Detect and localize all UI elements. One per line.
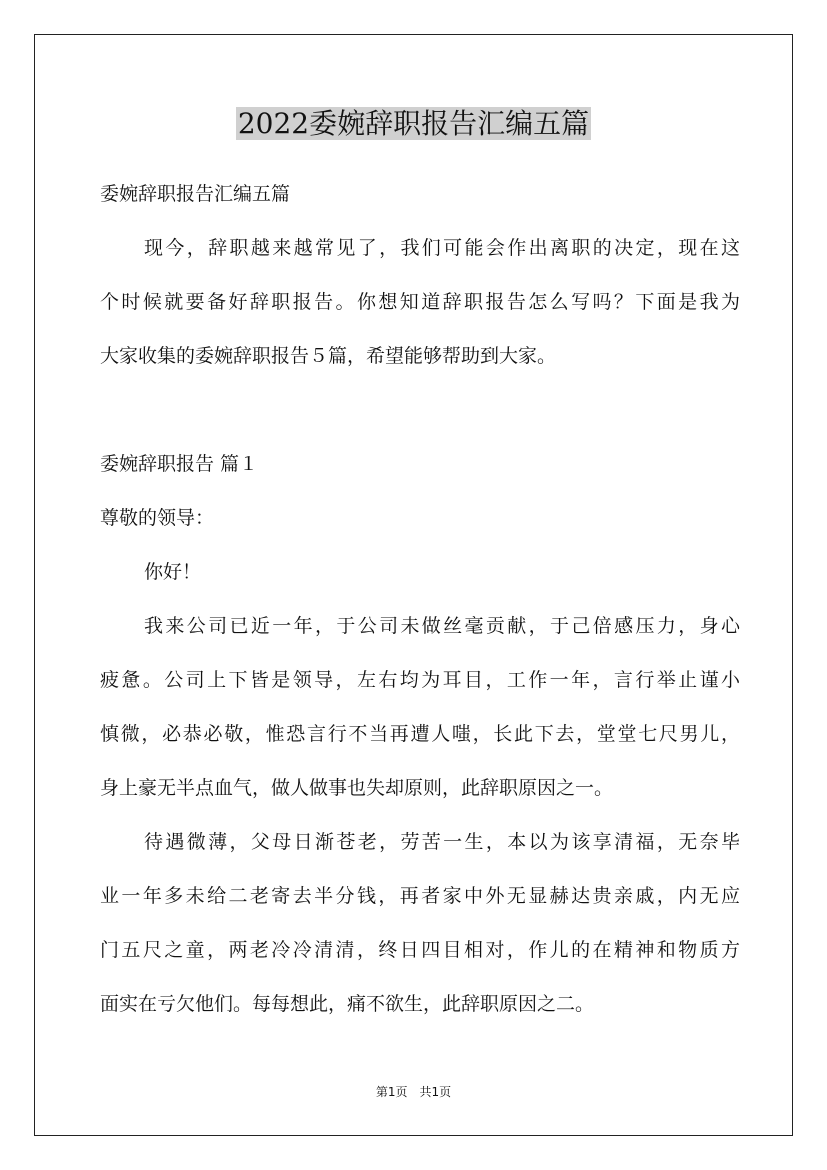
para2-line-2: 业一年多未给二老寄去半分钱，再者家中外无显赫达贵亲戚，内无应 [100,885,740,907]
intro-line-1: 现今，辞职越来越常见了，我们可能会作出离职的决定，现在这 [144,237,740,259]
para1-line-4: 身上豪无半点血气，做人做事也失却原则，此辞职原因之一。 [100,777,614,799]
document-title-text: 2022委婉辞职报告汇编五篇 [237,107,590,140]
para2-line-4: 面实在亏欠他们。每每想此，痛不欲生，此辞职原因之二。 [100,993,595,1015]
para1-line-2: 疲惫。公司上下皆是领导，左右均为耳目，工作一年，言行举止谨小 [100,669,740,691]
document-body [100,167,740,383]
page-footer: 第1页 共1页 [375,1085,452,1099]
para2-line-1: 待遇微薄，父母日渐苍老，劳苦一生，本以为该享清福，无奈毕 [144,831,740,853]
subtitle: 委婉辞职报告汇编五篇 [100,183,291,205]
para1-line-3: 慎微，必恭必敬，惟恐言行不当再遭人嗤，长此下去，堂堂七尺男儿， [100,723,740,745]
section-1 [100,437,740,1031]
greeting: 你好！ [144,561,202,583]
salutation: 尊敬的领导： [100,507,215,529]
intro-line-3: 大家收集的委婉辞职报告５篇，希望能够帮助到大家。 [100,345,557,367]
section-heading: 委婉辞职报告 篇１ [100,453,259,475]
para1-line-1: 我来公司已近一年，于公司未做丝毫贡献，于己倍感压力，身心 [144,615,740,637]
document-title [0,104,827,144]
intro-line-2: 个时候就要备好辞职报告。你想知道辞职报告怎么写吗？下面是我为 [100,291,740,313]
para2-line-3: 门五尺之童，两老冷冷清清，终日四目相对，作儿的在精神和物质方 [100,939,740,961]
